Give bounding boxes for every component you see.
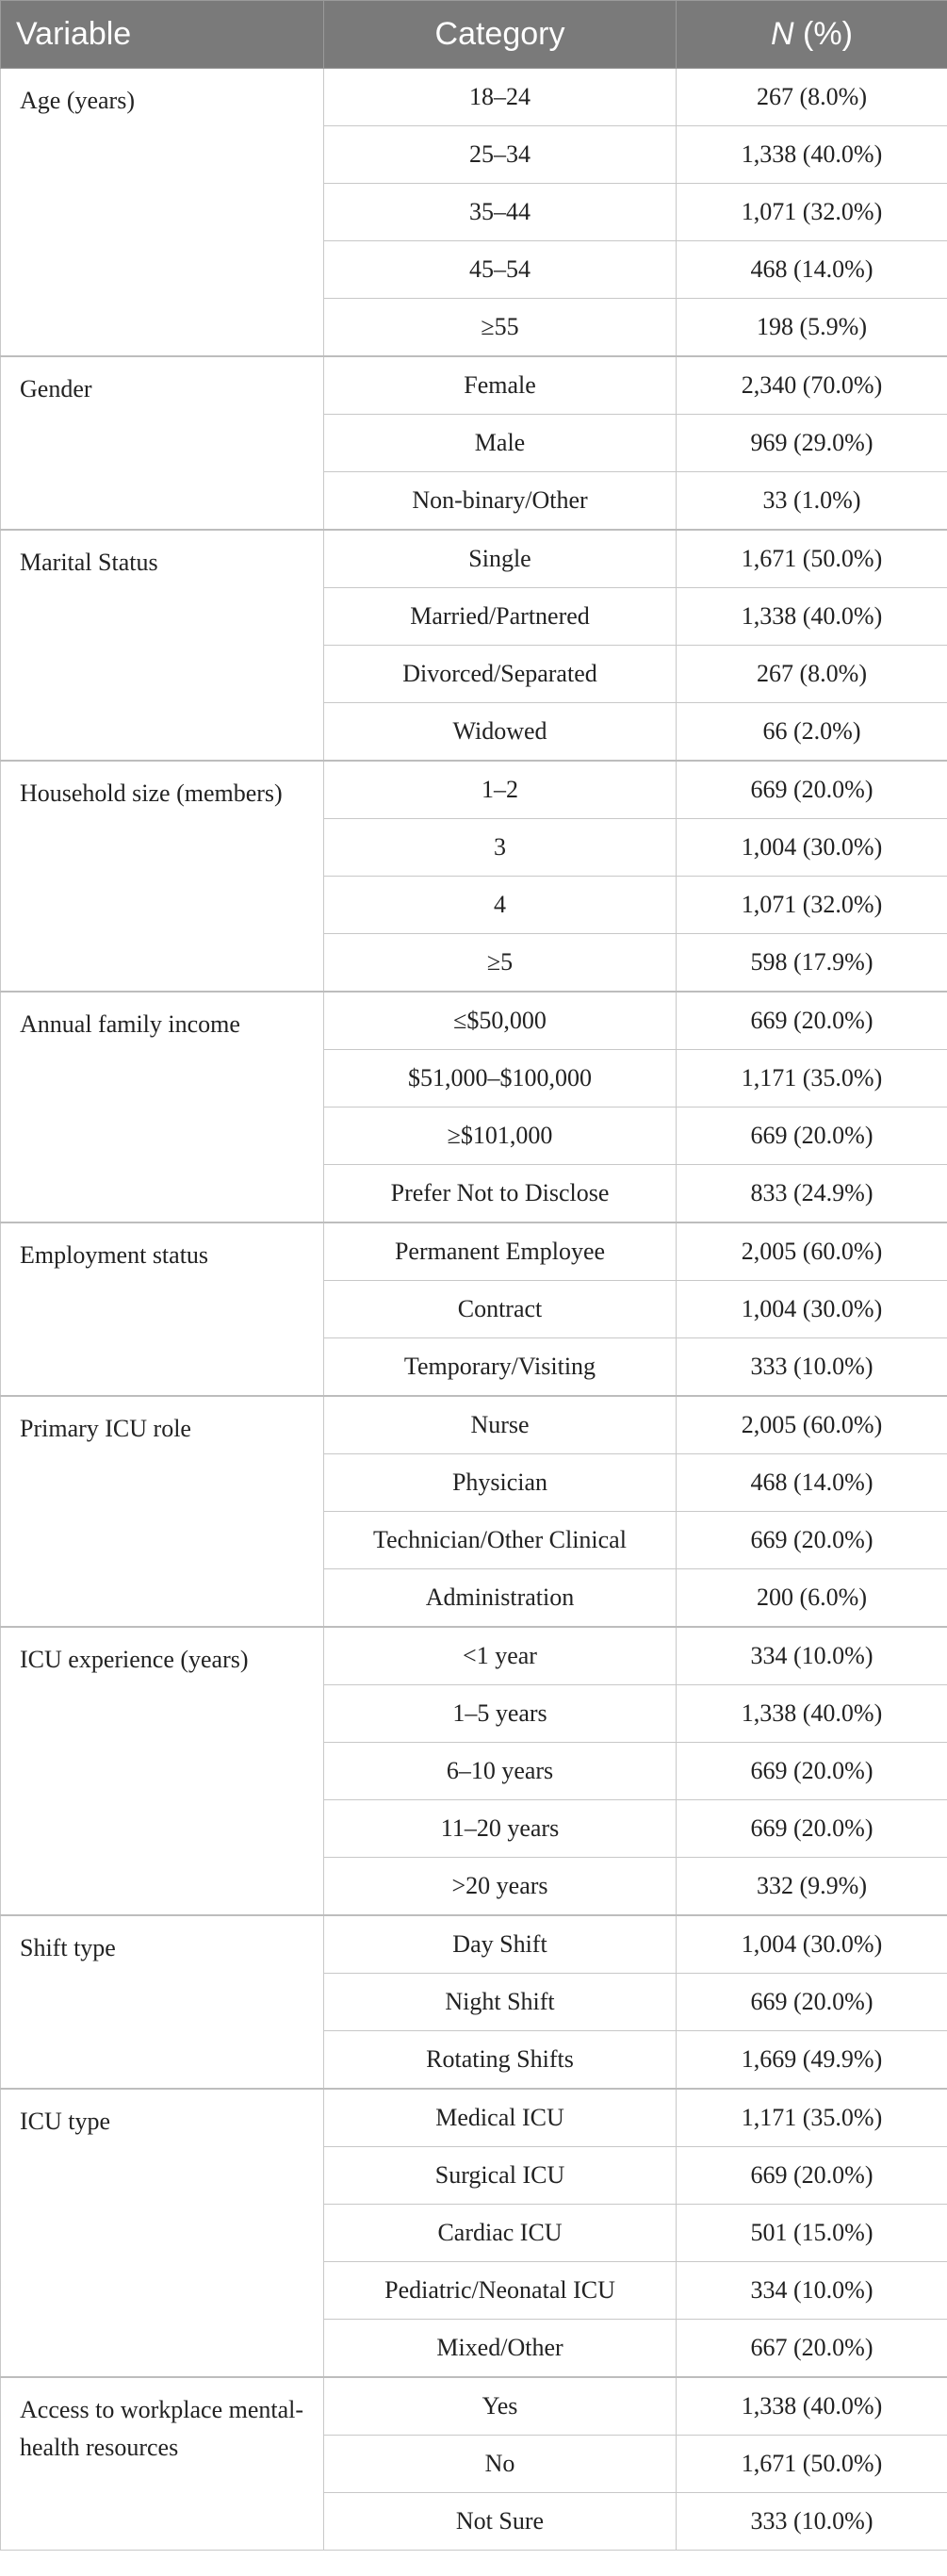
count-percent-cell: 669 (20.0%) [677,1108,947,1165]
variable-cell: Shift type [1,1915,324,2089]
category-cell: Surgical ICU [324,2147,677,2205]
table-row [1,992,947,1050]
variable-cell: Marital Status [1,530,324,761]
variable-cell: Household size (members) [1,761,324,992]
count-percent-cell: 501 (15.0%) [677,2205,947,2262]
category-cell: 18–24 [324,69,677,126]
count-percent-cell: 1,071 (32.0%) [677,184,947,241]
count-percent-cell: 969 (29.0%) [677,415,947,472]
category-cell: Prefer Not to Disclose [324,1165,677,1223]
count-percent-cell: 2,005 (60.0%) [677,1396,947,1454]
table-row [1,1627,947,1685]
count-percent-cell: 669 (20.0%) [677,1800,947,1858]
count-percent-cell: 334 (10.0%) [677,2262,947,2320]
category-cell: 1–5 years [324,1685,677,1743]
count-percent-cell: 833 (24.9%) [677,1165,947,1223]
table-row [1,1915,947,1974]
category-cell: Night Shift [324,1974,677,2031]
count-percent-cell: 1,071 (32.0%) [677,877,947,934]
category-cell: Married/Partnered [324,588,677,646]
category-cell: Temporary/Visiting [324,1338,677,1397]
category-cell: No [324,2436,677,2493]
count-percent-cell: 66 (2.0%) [677,703,947,762]
variable-cell: Annual family income [1,992,324,1222]
count-percent-cell: 669 (20.0%) [677,1974,947,2031]
count-percent-cell: 332 (9.9%) [677,1858,947,1916]
category-cell: ≥$101,000 [324,1108,677,1165]
category-cell: 6–10 years [324,1743,677,1800]
category-cell: Cardiac ICU [324,2205,677,2262]
header-row [1,1,947,69]
count-percent-cell: 1,671 (50.0%) [677,2436,947,2493]
table-row [1,2089,947,2147]
header-n-percent [677,1,947,69]
count-percent-cell: 1,669 (49.9%) [677,2031,947,2090]
count-percent-cell: 669 (20.0%) [677,761,947,819]
category-cell: ≤$50,000 [324,992,677,1050]
category-cell: Single [324,530,677,588]
variable-cell: Access to workplace mental-health resources [1,2377,324,2551]
count-percent-cell: 1,671 (50.0%) [677,530,947,588]
category-cell: Rotating Shifts [324,2031,677,2090]
variable-cell: ICU experience (years) [1,1627,324,1915]
count-percent-cell: 1,171 (35.0%) [677,1050,947,1108]
count-percent-cell: 200 (6.0%) [677,1569,947,1628]
table-row [1,356,947,415]
header-category: Category [324,1,677,69]
count-percent-cell: 2,340 (70.0%) [677,356,947,415]
variable-cell: Employment status [1,1222,324,1396]
count-percent-cell: 1,338 (40.0%) [677,588,947,646]
count-percent-cell: 1,338 (40.0%) [677,126,947,184]
category-cell: Male [324,415,677,472]
category-cell: Day Shift [324,1915,677,1974]
category-cell: Medical ICU [324,2089,677,2147]
count-percent-cell: 333 (10.0%) [677,2493,947,2551]
category-cell: Nurse [324,1396,677,1454]
category-cell: Not Sure [324,2493,677,2551]
category-cell: Technician/Other Clinical [324,1512,677,1569]
count-percent-cell: 267 (8.0%) [677,69,947,126]
table-row [1,1396,947,1454]
category-cell: 4 [324,877,677,934]
count-percent-cell: 667 (20.0%) [677,2320,947,2378]
count-percent-cell: 468 (14.0%) [677,1454,947,1512]
count-percent-cell: 1,004 (30.0%) [677,819,947,877]
category-cell: Permanent Employee [324,1222,677,1281]
count-percent-cell: 1,004 (30.0%) [677,1281,947,1338]
category-cell: 11–20 years [324,1800,677,1858]
count-percent-cell: 1,338 (40.0%) [677,1685,947,1743]
variable-cell: Age (years) [1,69,324,357]
category-cell: 3 [324,819,677,877]
count-percent-cell: 468 (14.0%) [677,241,947,299]
category-cell: Mixed/Other [324,2320,677,2378]
count-percent-cell: 33 (1.0%) [677,472,947,531]
category-cell: 25–34 [324,126,677,184]
table-row [1,530,947,588]
count-percent-cell: 1,338 (40.0%) [677,2377,947,2436]
count-percent-cell: 198 (5.9%) [677,299,947,357]
table-row [1,761,947,819]
category-cell: Contract [324,1281,677,1338]
variable-cell: Primary ICU role [1,1396,324,1627]
category-cell: 45–54 [324,241,677,299]
table-row [1,1222,947,1281]
category-cell: <1 year [324,1627,677,1685]
category-cell: >20 years [324,1858,677,1916]
category-cell: Pediatric/Neonatal ICU [324,2262,677,2320]
table-body [1,69,947,2551]
count-percent-cell: 1,004 (30.0%) [677,1915,947,1974]
count-percent-cell: 598 (17.9%) [677,934,947,993]
variable-cell: ICU type [1,2089,324,2377]
count-percent-cell: 1,171 (35.0%) [677,2089,947,2147]
count-percent-cell: 333 (10.0%) [677,1338,947,1397]
category-cell: Non-binary/Other [324,472,677,531]
count-percent-cell: 267 (8.0%) [677,646,947,703]
category-cell: Widowed [324,703,677,762]
count-percent-cell: 669 (20.0%) [677,1512,947,1569]
category-cell: 35–44 [324,184,677,241]
header-pct-label: (%) [793,16,853,52]
category-cell: $51,000–$100,000 [324,1050,677,1108]
table-row [1,69,947,126]
category-cell: ≥5 [324,934,677,993]
header-variable: Variable [1,1,324,69]
count-percent-cell: 669 (20.0%) [677,2147,947,2205]
count-percent-cell: 669 (20.0%) [677,1743,947,1800]
category-cell: Physician [324,1454,677,1512]
count-percent-cell: 669 (20.0%) [677,992,947,1050]
header-n-label: N [771,16,794,52]
category-cell: Administration [324,1569,677,1628]
category-cell: Yes [324,2377,677,2436]
category-cell: Divorced/Separated [324,646,677,703]
table-header [1,1,947,69]
category-cell: Female [324,356,677,415]
variable-cell: Gender [1,356,324,530]
count-percent-cell: 2,005 (60.0%) [677,1222,947,1281]
category-cell: 1–2 [324,761,677,819]
count-percent-cell: 334 (10.0%) [677,1627,947,1685]
category-cell: ≥55 [324,299,677,357]
table-row [1,2377,947,2436]
